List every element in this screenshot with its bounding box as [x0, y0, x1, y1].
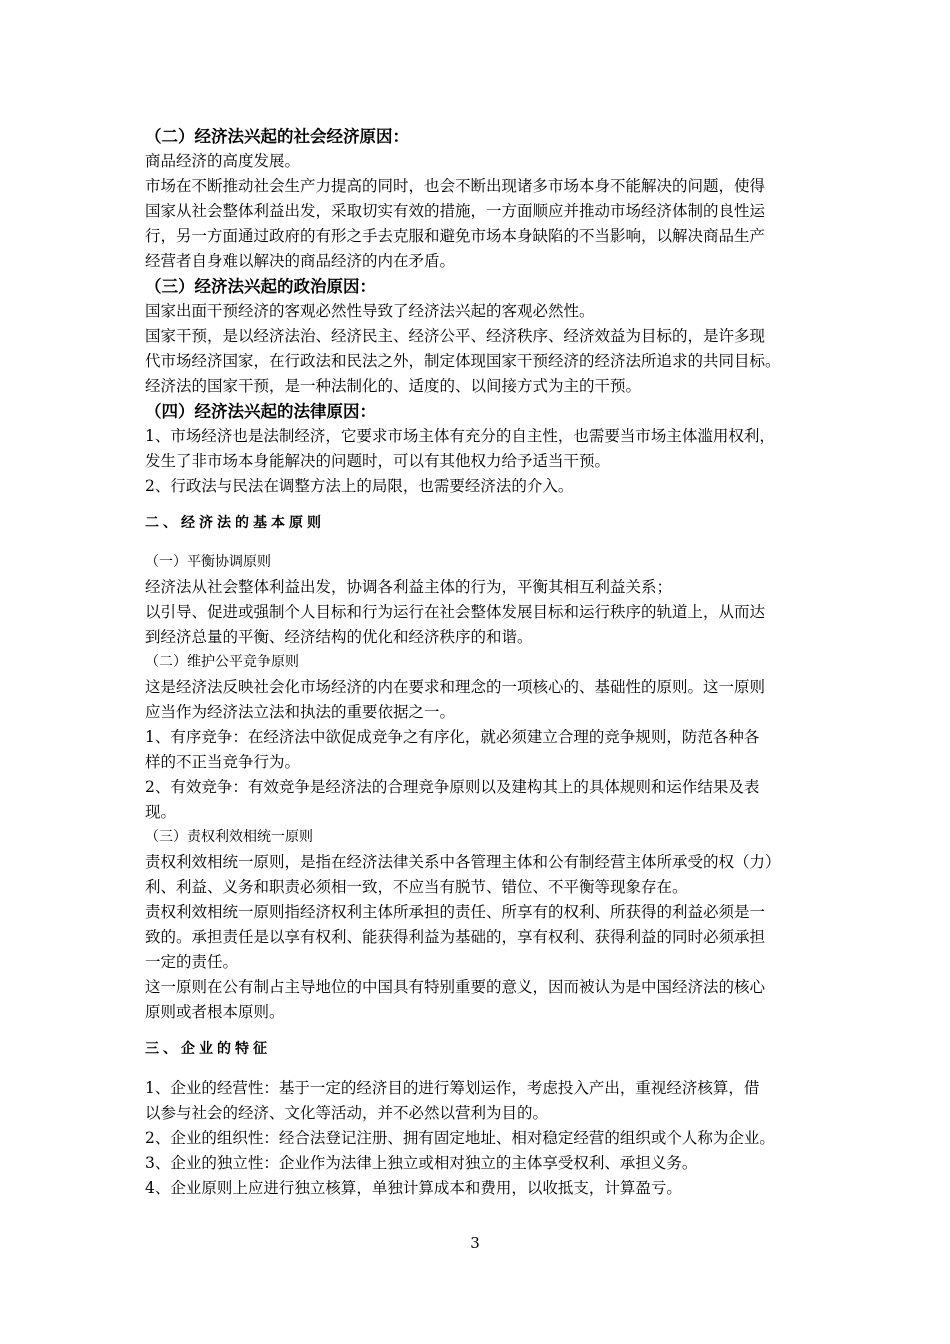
subheading-line: （二）维护公平竞争原则 — [145, 654, 299, 670]
paragraph-line: 以参与社会的经济、文化等活动，并不必然以营利为目的。 — [145, 1104, 549, 1122]
paragraph-line: 2、有效竞争：有效竞争是经济法的合理竞争原则以及建构其上的具体规则和运作结果及表 — [145, 778, 760, 796]
paragraph-line: 以引导、促进或强制个人目标和行为运行在社会整体发展目标和运行秩序的轨道上，从而达 — [145, 603, 766, 621]
paragraph-line: 1、市场经济也是法制经济，它要求市场主体有充分的自主性，也需要当市场主体滥用权利， — [145, 427, 775, 445]
chapter-heading: 二、经济法的基本原则 — [145, 515, 325, 531]
paragraph-line: 3、企业的独立性：企业作为法律上独立或相对独立的主体享受权利、承担义务。 — [145, 1154, 698, 1172]
document-body — [145, 124, 825, 1201]
paragraph-line: 2、企业的组织性：经合法登记注册、拥有固定地址、相对稳定经营的组织或个人称为企业。 — [145, 1129, 775, 1147]
paragraph-line: 经济法从社会整体利益出发，协调各利益主体的行为，平衡其相互利益关系； — [145, 578, 673, 596]
paragraph-line: 商品经济的高度发展。 — [145, 152, 301, 170]
paragraph-line: 国家干预，是以经济法治、经济民主、经济公平、经济秩序、经济效益为目标的，是许多现 — [145, 327, 766, 345]
paragraph-line: 经营者自身难以解决的商品经济的内在矛盾。 — [145, 252, 456, 270]
paragraph-line: 经济法的国家干预，是一种法制化的、适度的、以间接方式为主的干预。 — [145, 377, 642, 395]
paragraph-line: 现。 — [145, 803, 177, 821]
paragraph-line: 责权利效相统一原则，是指在经济法律关系中各管理主体和公有制经营主体所承受的权（力） — [145, 853, 781, 871]
page-number: 3 — [470, 1234, 480, 1252]
paragraph-line: 2、行政法与民法在调整方法上的局限，也需要经济法的介入。 — [145, 477, 574, 495]
paragraph-line: 到经济总量的平衡、经济结构的优化和经济秩序的和谐。 — [145, 628, 533, 646]
paragraph-line: 行，另一方面通过政府的有形之手去克服和避免市场本身缺陷的不当影响，以解决商品生产 — [145, 227, 766, 245]
paragraph-line: 一定的责任。 — [145, 953, 239, 971]
subheading-line: （三）责权利效相统一原则 — [145, 829, 313, 845]
paragraph-line: 应当作为经济法立法和执法的重要依据之一。 — [145, 703, 456, 721]
section-heading: （二）经济法兴起的社会经济原因： — [145, 127, 409, 146]
paragraph-line: 国家从社会整体利益出发，采取切实有效的措施，一方面顺应并推动市场经济体制的良性运 — [145, 202, 766, 220]
paragraph-line: 发生了非市场本身能解决的问题时，可以有其他权力给予适当干预。 — [145, 452, 611, 470]
paragraph-line: 样的不正当竞争行为。 — [145, 753, 301, 771]
paragraph-line: 利、利益、义务和职责必须相一致，不应当有脱节、错位、不平衡等现象存在。 — [145, 878, 688, 896]
paragraph-line: 责权利效相统一原则指经济权利主体所承担的责任、所享有的权利、所获得的利益必须是一 — [145, 903, 766, 921]
paragraph-line: 4、企业原则上应进行独立核算，单独计算成本和费用，以收抵支，计算盈亏。 — [145, 1179, 682, 1197]
paragraph-line: 这一原则在公有制占主导地位的中国具有特别重要的意义，因而被认为是中国经济法的核心 — [145, 978, 766, 996]
paragraph-line: 国家出面干预经济的客观必然性导致了经济法兴起的客观必然性。 — [145, 302, 595, 320]
chapter-heading: 三、企业的特征 — [145, 1041, 271, 1057]
subheading-line: （一）平衡协调原则 — [145, 554, 271, 570]
section-heading: （四）经济法兴起的法律原因： — [145, 402, 376, 421]
paragraph-line: 原则或者根本原则。 — [145, 1003, 285, 1021]
paragraph-line: 1、企业的经营性：基于一定的经济目的进行筹划运作，考虑投入产出，重视经济核算，借 — [145, 1079, 760, 1097]
paragraph-line: 致的。承担责任是以享有权利、能获得利益为基础的，享有权利、获得利益的同时必须承担 — [145, 928, 766, 946]
paragraph-line: 代市场经济国家，在行政法和民法之外，制定体现国家干预经济的经济法所追求的共同目标。 — [145, 352, 781, 370]
paragraph-line: 这是经济法反映社会化市场经济的内在要求和理念的一项核心的、基础性的原则。这一原则 — [145, 678, 766, 696]
paragraph-line: 市场在不断推动社会生产力提高的同时，也会不断出现诸多市场本身不能解决的问题，使得 — [145, 177, 766, 195]
paragraph-line: 1、有序竞争：在经济法中欲促成竞争之有序化，就必须建立合理的竞争规则，防范各种各 — [145, 728, 760, 746]
section-heading: （三）经济法兴起的政治原因： — [145, 277, 376, 296]
